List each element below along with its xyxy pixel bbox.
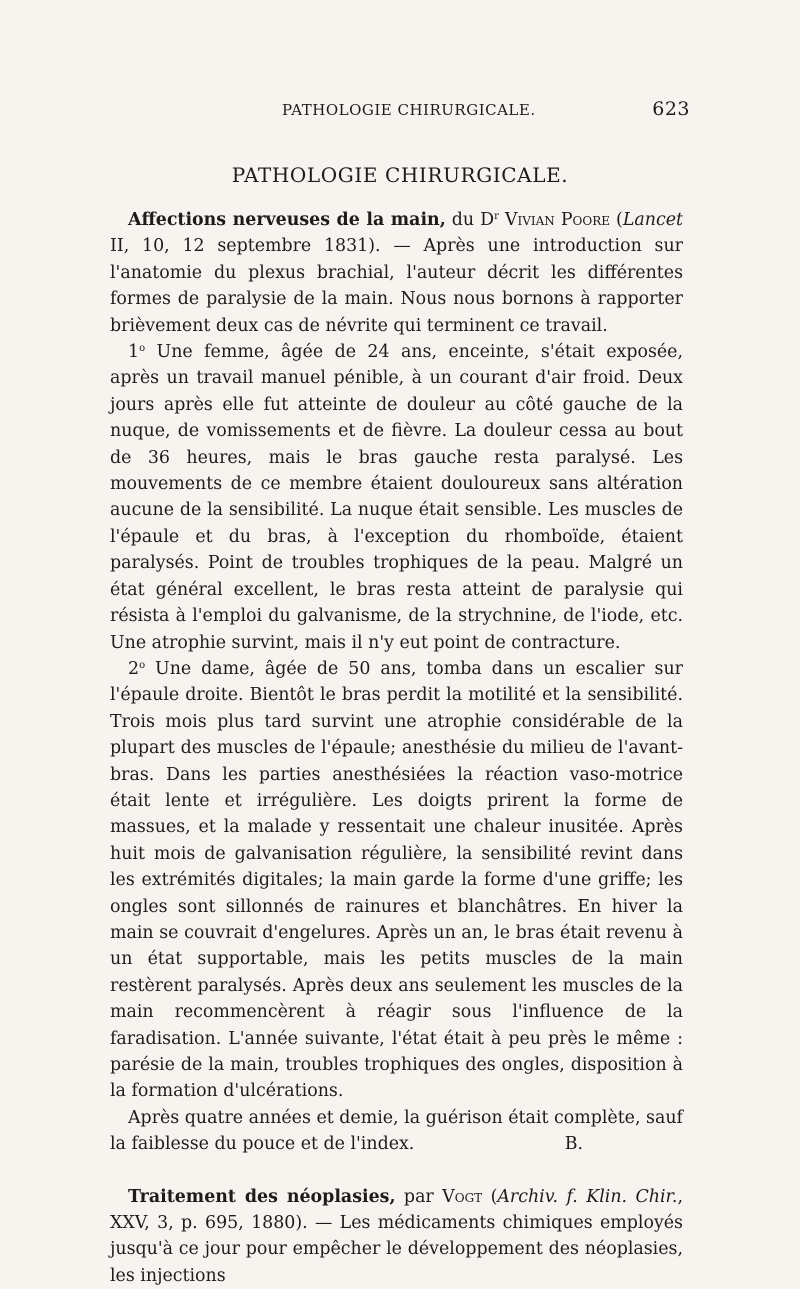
- article2-intro: [110, 1184, 683, 1289]
- article1-citation-text: II, 10, 12 septembre 1831). — Après une introduction sur l'anatomie du plexus brachial, l'auteur décrit les différentes formes de paralysie de la main. Nous nous bornons à rapporter brièvement deux cas de névrite qui terminent ce travail.: [110, 236, 683, 336]
- case-1-paragraph: [110, 339, 683, 656]
- article1-by: du D: [445, 210, 495, 230]
- article1-journal: Lancet: [622, 210, 683, 230]
- article2-by: par: [395, 1186, 434, 1207]
- conclusion-text: Après quatre années et demie, la guérison était complète, sauf la faiblesse du pouce et de l'index.: [110, 1107, 683, 1155]
- article2-author: Vogt: [433, 1186, 483, 1207]
- article1-citation-open: (: [610, 210, 623, 230]
- article2-citation-text: , XXV, 3, p. 695, 1880). — Les médicaments chimiques employés jusqu'à ce jour pour empêcher le développement des néoplasies, les injections: [110, 1186, 683, 1286]
- case-2-text: Une dame, âgée de 50 ans, tomba dans un escalier sur l'épaule droite. Bientôt le bras perdit la motilité et la sensibilité. Trois mois plus tard survint une atrophie considérable de la plupart des muscles de l'épaule; anesthésie du milieu de l'avant-bras. Dans les parties anesthésiées la réaction vaso-motrice était lente et irrégulière. Les doigts prirent la forme de massues, et la malade y ressentait une chaleur inusitée. Après huit mois de galvanisation régulière, la sensibilité revint dans les extrémités digitales; la main garde la forme d'une griffe; les ongles sont sillonnés de rainures et blanchâtres. En hiver la main se couvrait d'engelures. Après un an, le bras était revenu à un état supportable, mais les petits muscles de la main restèrent paralysés. Après deux ans seulement les muscles de la main recommencèrent à réagir sous l'influence de la faradisation. L'année suivante, l'état était à peu près le même : parésie de la main, troubles trophiques des ongles, disposition à la formation d'ulcérations.: [110, 658, 683, 1102]
- case-1-number-sup: o: [139, 343, 146, 355]
- section-title: PATHOLOGIE CHIRURGICALE.: [231, 163, 569, 187]
- case-2-number-sup: o: [139, 659, 146, 671]
- article2-citation-open: (: [482, 1186, 498, 1207]
- signature: B.: [564, 1134, 583, 1155]
- case-2-paragraph: [110, 656, 683, 1105]
- article2-heading: Traitement des néoplasies,: [128, 1186, 396, 1207]
- article1-author: Vivian Poore: [498, 210, 611, 230]
- case-1-number: 1: [128, 342, 140, 363]
- article-body: [110, 207, 683, 1289]
- running-head-title: PATHOLOGIE CHIRURGICALE.: [282, 101, 536, 119]
- conclusion-paragraph: [110, 1105, 683, 1158]
- article2-journal: Archiv. f. Klin. Chir.: [497, 1186, 678, 1207]
- article1-intro: [110, 207, 683, 339]
- case-1-text: Une femme, âgée de 24 ans, enceinte, s'était exposée, après un travail manuel pénible, à un courant d'air froid. Deux jours après elle fut atteinte de douleur au côté gauche de la nuque, de vomissements et de fièvre. La douleur cessa au bout de 36 heures, mais le bras gauche resta paralysé. Les mouvements de ce membre étaient douloureux sans altération aucune de la sensibilité. La nuque était sensible. Les muscles de l'épaule et du bras, à l'exception du rhomboïde, étaient paralysés. Point de troubles trophiques de la peau. Malgré un état général excellent, le bras resta atteint de paralysie qui résista à l'emploi du galvanisme, de la strychnine, de l'iode, etc. Une atrophie survint, mais il n'y eut point de contracture.: [110, 342, 683, 653]
- case-2-number: 2: [128, 658, 140, 679]
- article1-by-sup: r: [494, 211, 499, 222]
- article1-heading: Affections nerveuses de la main,: [128, 210, 446, 230]
- page-number: 623: [652, 98, 690, 120]
